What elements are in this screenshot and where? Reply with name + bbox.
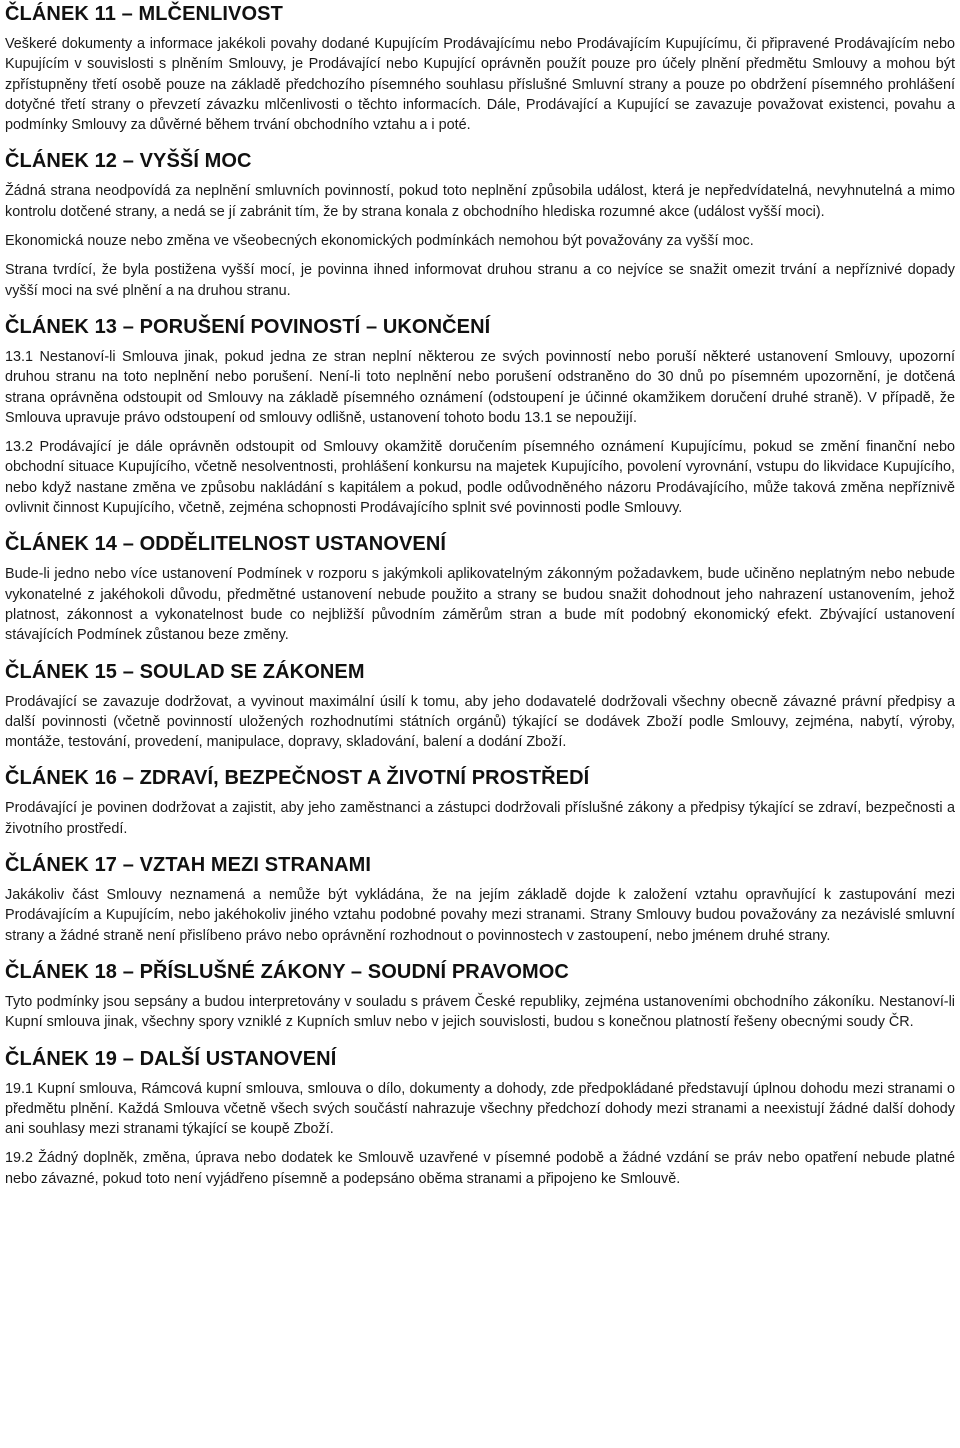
article-15	[5, 658, 955, 753]
article-paragraph: Žádná strana neodpovídá za neplnění smluvních povinností, pokud toto neplnění způsobila událost, která je nepředvídatelná, nevyhnutelná a mimo kontrolu dotčené strany, a nedá se jí zabránit tím, že by strana konala z obchodního hlediska rozumné akce (událost vyšší moci).	[5, 183, 955, 220]
article-paragraph: 13.1 Nestanoví-li Smlouva jinak, pokud jedna ze stran neplní některou ze svých povinností nebo poruší některé ustanovení Smlouvy, upozorní druhou stranu na toto neplnění nebo porušení. Není-li toto neplnění nebo porušení odstraněno do 30 dnů po písemném upozornění, je dotčená strana oprávněna odstoupit od Smlouvy na základě písemného oznámení (odstoupení je účinné okamžikem doručení druhé straně). V případě, že Smlouva upravuje právo odstoupení od smlouvy odlišně, ustanovení tohoto bodu 13.1 se nepoužijí.	[5, 348, 955, 426]
article-11	[5, 0, 955, 135]
article-title: ČLÁNEK 15 – SOULAD SE ZÁKONEM	[5, 660, 365, 683]
article-title: ČLÁNEK 13 – PORUŠENÍ POVINOSTÍ – UKONČENÍ	[5, 315, 491, 338]
article-paragraph: Prodávající se zavazuje dodržovat, a vyvinout maximální úsilí k tomu, aby jeho dodavatelé dodržovali všechny obecně závazné právní předpisy a další povinnosti (včetně povinností uložených rozhodnutími státních orgánů) týkající se dodávek Zboží podle Smlouvy, zejména, nabytí, výroby, montáže, testování, provedení, manipulace, dopravy, skladování, balení a dodání Zboží.	[5, 693, 955, 751]
article-title: ČLÁNEK 11 – MLČENLIVOST	[5, 3, 283, 25]
article-paragraph: Tyto podmínky jsou sepsány a budou interpretovány v souladu s právem České republiky, zejména ustanoveními obchodního zákoníku. Nestanoví-li Kupní smlouva jinak, všechny spory vzniklé z Kupních smluv nebo v jejich souvislosti, budou s konečnou platností řešeny obecnými soudy ČR.	[5, 993, 955, 1031]
article-paragraph: 19.2 Žádný doplněk, změna, úprava nebo dodatek ke Smlouvě uzavřené v písemné podobě a žádné vzdání se práv nebo opatření nebude platné nebo závazné, pokud toto není vyjádřeno písemně a podepsáno oběma stranami a připojeno ke Smlouvě.	[5, 1150, 955, 1187]
article-paragraph: Prodávající je povinen dodržovat a zajistit, aby jeho zaměstnanci a zástupci dodržovali příslušné zákony a předpisy týkající se zdraví, bezpečnosti a životního prostředí.	[5, 800, 955, 837]
article-19	[5, 1045, 955, 1189]
article-paragraph: Bude-li jedno nebo více ustanovení Podmínek v rozporu s jakýmkoli aplikovatelným zákonným požadavkem, bude učiněno neplatným nebo nebude vykonatelné z jakéhokoli důvodu, předmětné ustanovení nebude použito a strany se budou snažit dohodnout jeho nahrazení ustanovením, jehož platnost, zákonnost a vykonatelnost bude co nejbližší původním záměrům stran a bude mít podobný ekonomický efekt. Zbývající ustanovení stávajících Podmínek zůstanou beze změny.	[5, 566, 955, 644]
article-title: ČLÁNEK 14 – ODDĚLITELNOST USTANOVENÍ	[5, 533, 447, 556]
article-14	[5, 530, 955, 645]
article-13	[5, 313, 955, 518]
article-12	[5, 147, 955, 300]
article-title: ČLÁNEK 17 – VZTAH MEZI STRANAMI	[5, 854, 372, 877]
article-paragraph: Strana tvrdící, že byla postižena vyšší mocí, je povinna ihned informovat druhou stranu a co nejvíce se snažit omezit trvání a nepříznivé dopady vyšší moci na své plnění a na druhou stranu.	[5, 262, 955, 299]
article-title: ČLÁNEK 19 – DALŠÍ USTANOVENÍ	[5, 1047, 337, 1070]
article-16	[5, 764, 955, 839]
article-title: ČLÁNEK 16 – ZDRAVÍ, BEZPEČNOST A ŽIVOTNÍ PROSTŘEDÍ	[5, 767, 590, 790]
article-paragraph: 13.2 Prodávající je dále oprávněn odstoupit od Smlouvy okamžitě doručením písemného oznámení Kupujícímu, pokud se změní finanční nebo obchodní situace Kupujícího, včetně nesolventnosti, prohlášení konkursu na majetek Kupujícího, povolení vyrovnání, vstupu do likvidace Kupujícího, nebo když nastane změna ve způsobu nakládání s kapitálem a pokud, podle odůvodněného názoru Prodávajícího, může taková změna nepříznivě ovlivnit činnost Kupujícího, včetně, zejména schopnosti Prodávajícího splnit své povinnosti podle Smlouvy.	[5, 439, 955, 517]
article-18	[5, 958, 955, 1033]
article-17	[5, 851, 955, 946]
article-title: ČLÁNEK 18 – PŘÍSLUŠNÉ ZÁKONY – SOUDNÍ PRAVOMOC	[5, 960, 569, 983]
article-paragraph: Veškeré dokumenty a informace jakékoli povahy dodané Kupujícím Prodávajícímu nebo Prodávajícím Kupujícímu, či připravené Prodávajícím nebo Kupujícím v souvislosti s plněním Smlouvy, je Prodávající nebo Kupující oprávněn použít pouze pro účely plnění předmětu Smlouvy a mohou být zpřístupněny třetí osobě pouze na základě předchozího písemného souhlasu příslušné Smluvní strany a pouze po obdržení písemného prohlášení dotyčné třetí strany o převzetí závazku mlčenlivosti o těchto informacích. Dále, Prodávající a Kupující se zavazuje považovat existenci, povahu a podmínky Smlouvy za důvěrné během trvání obchodního vztahu a i poté.	[5, 36, 955, 134]
article-title: ČLÁNEK 12 – VYŠŠÍ MOC	[5, 150, 252, 173]
article-paragraph: Ekonomická nouze nebo změna ve všeobecných ekonomických podmínkách nemohou být považovány za vyšší moc.	[5, 233, 754, 250]
document-page	[5, 0, 955, 1201]
article-paragraph: Jakákoliv část Smlouvy neznamená a nemůže být vykládána, že na jejím základě dojde k založení vztahu opravňující k zastupování mezi Prodávajícím a Kupujícím, nebo jakéhokoliv jiného vztahu podobné povahy mezi stranami. Strany Smlouvy budou považovány za nezávislé smluvní strany a žádné straně není přislíbeno právo nebo oprávnění rozhodnout o povinnostech v zastoupení, nebo jménem druhé strany.	[5, 887, 955, 944]
article-paragraph: 19.1 Kupní smlouva, Rámcová kupní smlouva, smlouva o dílo, dokumenty a dohody, zde předpokládané představují úplnou dohodu mezi stranami o předmětu plnění. Každá Smlouva včetně všech svých součástí nahrazuje všechny předchozí dohody mezi stranami a neexistují žádné další dohody ani souhlasy mezi stranami týkající se koupě Zboží.	[5, 1080, 955, 1138]
